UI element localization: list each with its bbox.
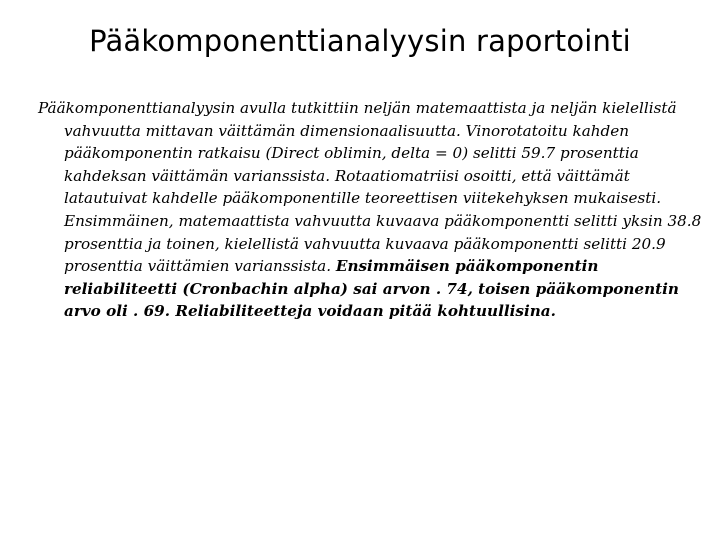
slide-title: Pääkomponenttianalyysin raportointi [89,24,631,58]
slide-body-paragraph [38,97,714,323]
paragraph-bold-text: Ensimmäisen pääkomponentin reliabiliteetti (Cronbachin alpha) sai arvon . 74, toisen pääkomponentin arvo oli . 69. Reliabiliteetteja voidaan pitää kohtuullisina. [64,257,679,321]
paragraph-regular-text: Pääkomponenttianalyysin avulla tutkittiin neljän matemaattista ja neljän kielellistä vahvuutta mittavan väittämän dimensionaalisuutta. Vinorotatoitu kahden pääkomponentin ratkaisu (Direct oblimin, delta = 0) selitti 59.7 prosenttia kahdeksan väittämän varianssista. Rotaatiomatriisi osoitti, että väittämät latautuivat kahdelle pääkomponentille teoreettisen viitekehyksen mukaisesti. Ensimmäinen, matemaattista vahvuutta kuvaava pääkomponentti selitti yksin 38.8 prosenttia ja toinen, kielellistä vahvuutta kuvaava pääkomponentti selitti 20.9 prosenttia väittämien varianssista. [38,99,702,276]
